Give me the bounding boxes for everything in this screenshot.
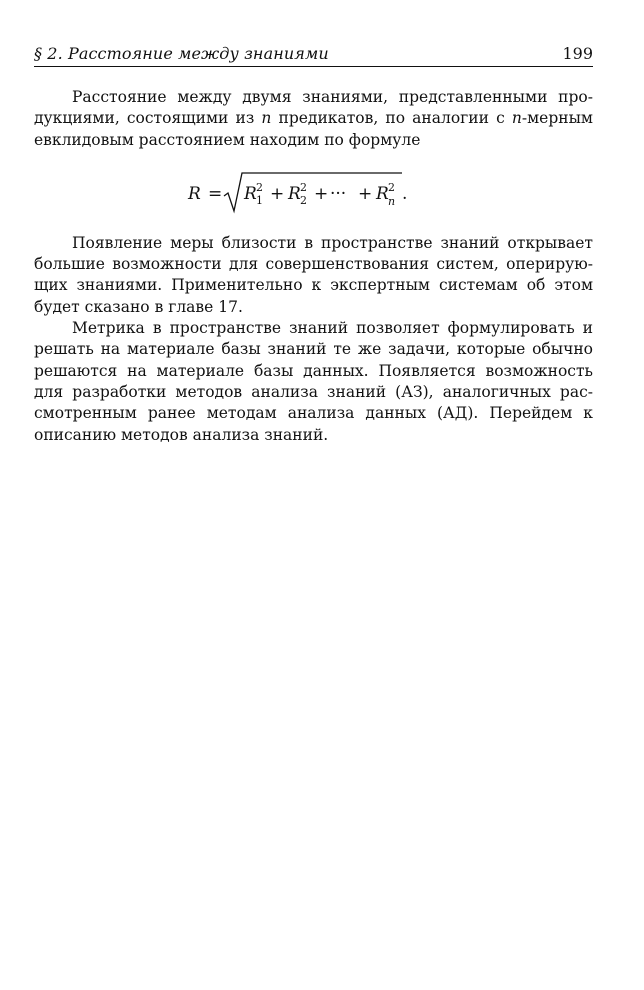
- section-mark: § 2.: [34, 44, 63, 63]
- formula-term1-sup: 2: [255, 180, 263, 194]
- section-title: Расстояние между знаниями: [67, 44, 329, 63]
- paragraph-1: [34, 87, 593, 151]
- paragraph-3: Метрика в пространстве знаний позволяет формулировать и решать на материале базы знаний те же задачи, которые обычно решаются на материале базы данных. Появляется возможность для разработки методов анализа знаний (АЗ), аналогичных рас-смотренным ранее методам анализа данных (АД). Перейдем к описанию методов анализа знаний.: [34, 319, 593, 444]
- paragraph-1-text-b: предикатов, по аналогии с: [271, 109, 512, 128]
- formula-equals: =: [207, 183, 222, 204]
- formula-term2-sub: 2: [299, 193, 307, 207]
- formula-svg: [184, 169, 444, 217]
- formula-term2-base: R: [287, 183, 301, 204]
- formula-lhs: R: [187, 183, 201, 204]
- running-title: [34, 44, 329, 64]
- running-head: [34, 44, 593, 67]
- paragraph-2: Появление меры близости в пространстве знаний открывает большие возможности для совершенствования систем, оперирую-щих знаниями. Применительно к экспертным системам об этом будет сказано в главе 17.: [34, 233, 593, 316]
- formula-termn-sup: 2: [387, 180, 395, 194]
- formula-period: .: [401, 183, 407, 204]
- paragraph-1-text-c: -мерным евклидовым расстоянием находим по формуле: [34, 109, 593, 149]
- body-text: [34, 87, 593, 446]
- formula-termn-sub: n: [387, 194, 395, 208]
- distance-formula: [34, 169, 593, 217]
- formula-term1-sub: 1: [255, 193, 263, 207]
- formula-plus-2: +: [313, 183, 328, 204]
- variable-n: n: [261, 109, 272, 128]
- paragraph-1-text-a: Расстояние между двумя знаниями, представленными про-дукциями, состоящими из: [34, 88, 593, 128]
- formula-term1-base: R: [243, 183, 257, 204]
- page-number: 199: [562, 44, 593, 63]
- book-page: [34, 44, 593, 446]
- formula-dots: ···: [329, 183, 346, 204]
- formula-plus-3: +: [357, 183, 372, 204]
- formula-plus-1: +: [269, 183, 284, 204]
- formula-termn-base: R: [375, 183, 389, 204]
- formula-term2-sup: 2: [299, 180, 307, 194]
- variable-n: n: [511, 109, 522, 128]
